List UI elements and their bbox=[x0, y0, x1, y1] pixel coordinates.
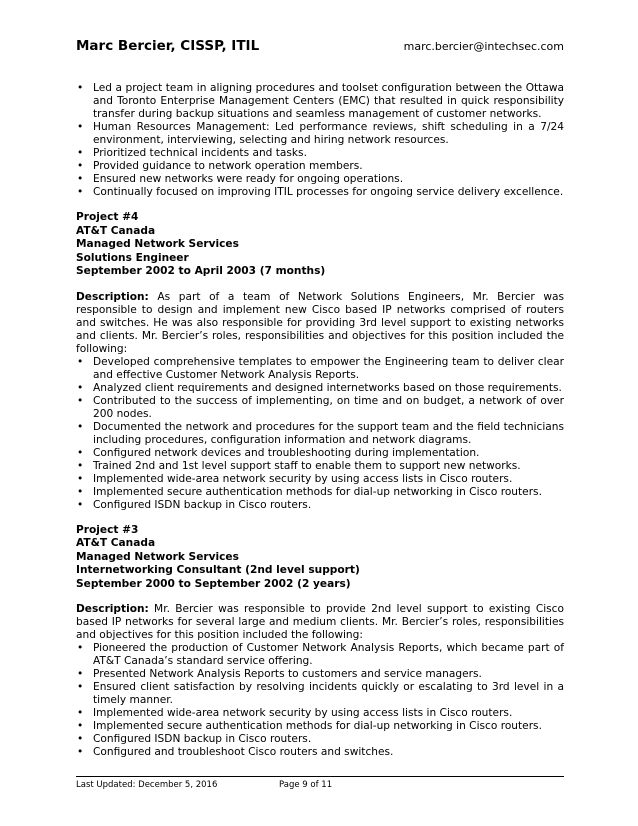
author-name: Marc Bercier, CISSP, ITIL bbox=[76, 38, 260, 54]
project-4-bullet-list bbox=[76, 356, 564, 512]
project-division: Managed Network Services bbox=[76, 550, 239, 563]
list-item: • Documented the network and procedures for the support team and the field technicians including procedures, configuration information and network diagrams. bbox=[76, 421, 564, 447]
list-item: • Analyzed client requirements and designed internetworks based on those requirements. bbox=[76, 382, 564, 395]
project-3-description bbox=[76, 603, 564, 642]
list-item: • Implemented wide-area network security by using access lists in Cisco routers. bbox=[76, 473, 564, 486]
list-item: • Configured ISDN backup in Cisco routers. bbox=[76, 499, 564, 512]
page-number: Page 9 of 11 bbox=[279, 780, 333, 790]
footer-divider bbox=[76, 776, 564, 777]
description-text: Mr. Bercier was responsible to provide 2nd level support to existing Cisco based IP networks for several large and medium clients. Mr. Bercier’s roles, responsibilities and objectives for this position included the following: bbox=[76, 603, 564, 641]
list-item: • Human Resources Management: Led performance reviews, shift scheduling in a 7/24 environment, interviewing, selecting and hiring network resources. bbox=[76, 121, 564, 147]
list-item: • Implemented secure authentication methods for dial-up networking in Cisco routers. bbox=[76, 720, 564, 733]
list-item: • Prioritized technical incidents and tasks. bbox=[76, 147, 564, 160]
list-item: • Ensured new networks were ready for ongoing operations. bbox=[76, 173, 564, 186]
list-item: • Configured and troubleshoot Cisco routers and switches. bbox=[76, 746, 564, 759]
list-item: • Pioneered the production of Customer Network Analysis Reports, which became part of AT&T Canada’s standard service offering. bbox=[76, 642, 564, 668]
description-label: Description: bbox=[76, 603, 149, 615]
list-item: • Configured ISDN backup in Cisco routers. bbox=[76, 733, 564, 746]
list-item: • Implemented wide-area network security by using access lists in Cisco routers. bbox=[76, 707, 564, 720]
intro-bullet-list bbox=[76, 82, 564, 199]
last-updated: Last Updated: December 5, 2016 bbox=[76, 780, 218, 790]
project-role: Internetworking Consultant (2nd level support) bbox=[76, 564, 360, 576]
list-item: • Continually focused on improving ITIL processes for ongoing service delivery excellence. bbox=[76, 186, 564, 199]
list-item: • Ensured client satisfaction by resolving incidents quickly or escalating to 3rd level in a timely manner. bbox=[76, 681, 564, 707]
list-item: • Provided guidance to network operation members. bbox=[76, 160, 564, 173]
project-dates: September 2000 to September 2002 (2 years) bbox=[76, 577, 351, 590]
description-label: Description: bbox=[76, 290, 149, 303]
project-4-description bbox=[76, 291, 564, 356]
list-item: • Configured network devices and troubleshooting during implementation. bbox=[76, 447, 564, 460]
list-item: • Developed comprehensive templates to empower the Engineering team to deliver clear and effective Customer Network Analysis Reports. bbox=[76, 356, 564, 382]
project-company: AT&T Canada bbox=[76, 537, 156, 549]
list-item: • Presented Network Analysis Reports to customers and service managers. bbox=[76, 668, 564, 681]
project-company: AT&T Canada bbox=[76, 224, 156, 237]
project-3-heading bbox=[76, 524, 564, 592]
list-item: • Led a project team in aligning procedures and toolset configuration between the Ottawa and Toronto Enterprise Management Centers (EMC) that resulted in quick responsibility transfer during backup situations and seamless management of customer networks. bbox=[76, 82, 564, 121]
project-3-bullet-list bbox=[76, 642, 564, 759]
project-number: Project #4 bbox=[76, 211, 139, 223]
project-4-heading bbox=[76, 211, 564, 279]
list-item: • Trained 2nd and 1st level support staff to enable them to support new networks. bbox=[76, 460, 564, 473]
list-item: • Implemented secure authentication methods for dial-up networking in Cisco routers. bbox=[76, 486, 564, 499]
author-email[interactable]: marc.bercier@intechsec.com bbox=[403, 40, 564, 53]
page-header bbox=[76, 38, 564, 56]
list-item: • Contributed to the success of implementing, on time and on budget, a network of over 200 nodes. bbox=[76, 395, 564, 421]
project-division: Managed Network Services bbox=[76, 238, 239, 250]
document-body bbox=[76, 82, 564, 759]
project-number: Project #3 bbox=[76, 523, 139, 536]
project-dates: September 2002 to April 2003 (7 months) bbox=[76, 265, 326, 277]
description-text: As part of a team of Network Solutions Engineers, Mr. Bercier was responsible to design and implement new Cisco based IP networks comprised of routers and switches. He was also responsible for providing 3rd level support to existing networks and clients. Mr. Bercier’s roles, responsibilities and objectives for this position included the following: bbox=[76, 290, 564, 355]
project-role: Solutions Engineer bbox=[76, 251, 189, 264]
